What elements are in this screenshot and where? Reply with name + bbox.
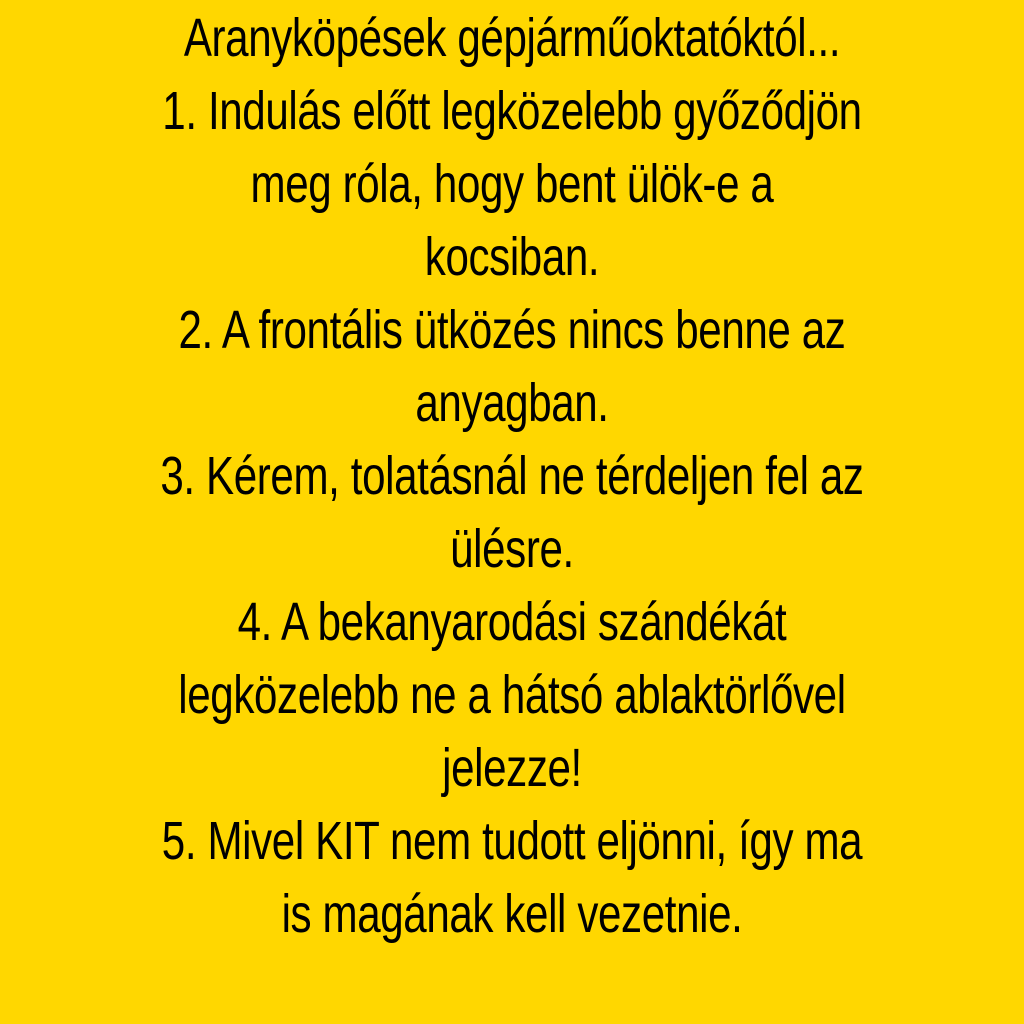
item-4-line-2: legközelebb ne a hátsó ablaktörlővel: [178, 665, 846, 725]
item-1-line-2: meg róla, hogy bent ülök-e a: [250, 154, 774, 214]
item-5-line-2: is magának kell vezetnie.: [281, 884, 743, 944]
item-4-line-3: jelezze!: [442, 738, 582, 798]
item-3-line-2: ülésre.: [450, 519, 574, 579]
item-5-line-1: 5. Mivel KIT nem tudott eljönni, így ma: [161, 811, 863, 871]
item-2-line-2: anyagban.: [415, 373, 609, 433]
title: Aranyköpések gépjárműoktatóktól...: [183, 8, 841, 68]
joke-text-block: [113, 2, 912, 951]
item-1-line-3: kocsiban.: [424, 227, 600, 287]
item-2-line-1: 2. A frontális ütközés nincs benne az: [178, 300, 846, 360]
item-1-line-1: 1. Indulás előtt legközelebb győződjön: [162, 81, 862, 141]
item-4-line-1: 4. A bekanyarodási szándékát: [237, 592, 787, 652]
item-3-line-1: 3. Kérem, tolatásnál ne térdeljen fel az: [160, 446, 864, 506]
